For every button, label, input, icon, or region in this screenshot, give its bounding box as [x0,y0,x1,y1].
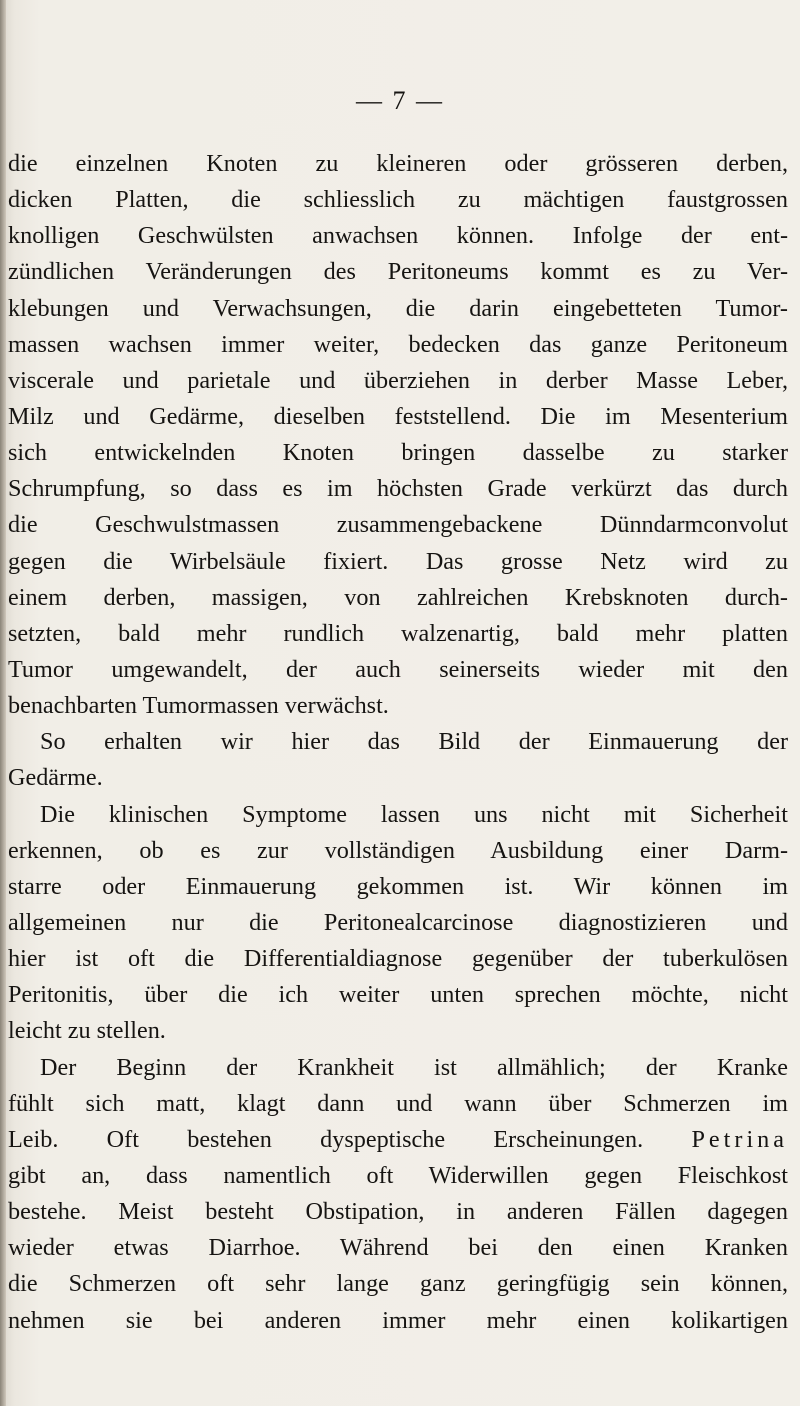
text-line: bestehe. Meist besteht Obstipation, in anderen Fällen dagegen [8,1198,788,1226]
text-line: Der Beginn der Krankheit ist allmählich; der Kranke [40,1053,788,1081]
text-line: wieder etwas Diarrhoe. Während bei den einen Kranken [8,1234,788,1262]
text-line: viscerale und parietale und überziehen in derber Masse Leber, [8,366,788,394]
text-line: sich entwickelnden Knoten bringen dasselbe zu starker [8,439,788,467]
text-line: benachbarten Tumormassen verwächst. [8,692,389,720]
text-line: setzten, bald mehr rundlich walzenartig, bald mehr platten [8,619,788,647]
text-line [8,1122,788,1158]
text-line: erkennen, ob es zur vollständigen Ausbildung einer Darm- [8,836,788,864]
text-line: starre oder Einmauerung gekommen ist. Wir können im [8,872,788,900]
text-line: Gedärme. [8,764,103,792]
text-line: Milz und Gedärme, dieselben feststellend. Die im Mesenterium [8,402,788,430]
text-line: einem derben, massigen, von zahlreichen Krebsknoten durch- [8,583,788,611]
text-line: hier ist oft die Differentialdiagnose gegenüber der tuberkulösen [8,945,788,973]
text-line: zündlichen Veränderungen des Peritoneums kommt es zu Ver- [8,258,788,286]
text-line: die einzelnen Knoten zu kleineren oder grösseren derben, [8,150,788,177]
page-number: — 7 — [356,86,444,115]
text-line: knolligen Geschwülsten anwachsen können. Infolge der ent- [8,222,788,250]
text-line: fühlt sich matt, klagt dann und wann über Schmerzen im [8,1089,788,1117]
text-line: die Geschwulstmassen zusammengebackene Dünndarmconvolut [8,511,788,539]
text-line: allgemeinen nur die Peritonealcarcinose diagnostizieren und [8,908,788,936]
text-line: Peritonitis, über die ich weiter unten sprechen möchte, nicht [8,981,788,1009]
text-line: massen wachsen immer weiter, bedecken das ganze Peritoneum [8,330,788,358]
text-line: Schrumpfung, so dass es im höchsten Grade verkürzt das durch [8,475,788,503]
text-line: nehmen sie bei anderen immer mehr einen kolikartigen [8,1306,788,1334]
text-line: die Schmerzen oft sehr lange ganz geringfügig sein können, [8,1270,788,1298]
text-line: klebungen und Verwachsungen, die darin eingebetteten Tumor- [8,294,788,322]
text-line: leicht zu stellen. [8,1017,166,1045]
text-line: Tumor umgewandelt, der auch seinerseits wieder mit den [8,655,788,683]
page-binding-edge [0,0,6,1406]
text-line: gegen die Wirbelsäule fixiert. Das grosse Netz wird zu [8,547,788,575]
text-line: dicken Platten, die schliesslich zu mächtigen faustgrossen [8,186,788,214]
text-line-start: Leib. Oft bestehen dyspeptische Erscheinungen. [8,1125,692,1153]
body-text [8,146,788,1339]
text-line: Die klinischen Symptome lassen uns nicht mit Sicherheit [40,800,788,828]
author-name: Petrina [691,1125,788,1153]
text-line: gibt an, dass namentlich oft Widerwillen gegen Fleischkost [8,1161,788,1189]
text-line: So erhalten wir hier das Bild der Einmauerung der [40,728,788,756]
